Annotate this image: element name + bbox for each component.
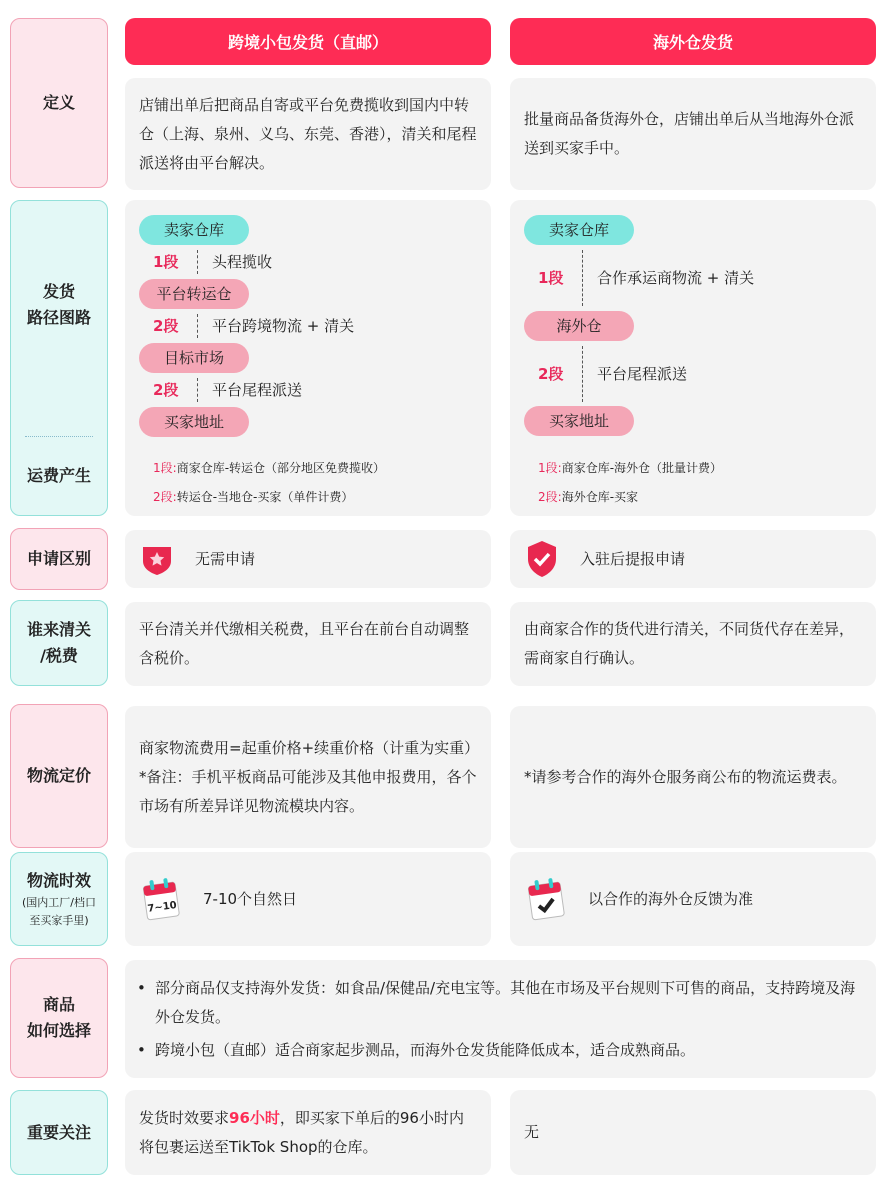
segment-number: 2段 (538, 364, 564, 383)
route-col1 (125, 200, 491, 516)
route-node: 目标市场 (139, 343, 249, 373)
calendar-icon (139, 876, 183, 922)
route-node: 卖家仓库 (524, 215, 634, 245)
segment-text: 头程揽收 (212, 252, 273, 271)
cell-text: 7-10个自然日 (203, 889, 298, 908)
cell-text: 无需申请 (195, 549, 256, 568)
row-label-choose (10, 958, 108, 1078)
cell-text: 批量商品备货海外仓，店铺出单后从当地海外仓派送到买家手中。 (524, 110, 855, 157)
segment-text: 平台尾程派送 (597, 364, 688, 383)
label-text: /税费 (40, 646, 78, 665)
pricing-col1 (125, 706, 491, 848)
definition-col2 (510, 78, 876, 190)
customs-col1 (125, 602, 491, 686)
segment-number: 2段: (153, 490, 177, 504)
label-text: 发货 (42, 282, 75, 301)
apply-col2 (510, 530, 876, 588)
route-segment (153, 312, 354, 340)
label-text: 申请区别 (26, 549, 91, 568)
label-text: 物流时效 (26, 871, 91, 890)
row-label-route (10, 200, 108, 516)
row-label-timing (10, 852, 108, 946)
important-col1 (125, 1090, 491, 1175)
label-text: 物流定价 (26, 766, 91, 785)
bullet-item: • 跨境小包（直邮）适合商家起步测品，而海外仓发货能降低成本，适合成熟商品。 (137, 1036, 862, 1065)
row-label-pricing (10, 704, 108, 848)
dashed-line (197, 250, 198, 274)
timing-col1 (125, 852, 491, 946)
segment-number: 2段 (153, 380, 179, 399)
label-text: 商品 (42, 995, 75, 1014)
bullet-text: 跨境小包（直邮）适合商家起步测品，而海外仓发货能降低成本，适合成熟商品。 (155, 1040, 696, 1059)
cell-text: *请参考合作的海外仓服务商公布的物流运费表。 (524, 767, 847, 786)
bullet-text: 部分商品仅支持海外发货：如食品/保健品/充电宝等。其他在市场及平台规则下可售的商品，支持跨境及海外仓发货。 (155, 978, 856, 1026)
important-col2 (510, 1090, 876, 1175)
svg-text:7~10: 7~10 (146, 899, 178, 915)
freight-text: 商家仓库-海外仓（批量计费） (561, 461, 723, 475)
cell-text: 无 (524, 1123, 540, 1141)
freight-line (538, 454, 722, 483)
calendar-check-icon (524, 876, 568, 922)
segment-number: 1段 (538, 268, 564, 287)
route-col2 (510, 200, 876, 516)
segment-number: 1段 (153, 252, 179, 271)
route-segment (538, 250, 754, 306)
route-node: 买家地址 (139, 407, 249, 437)
dashed-line (197, 314, 198, 338)
pricing-col2 (510, 706, 876, 848)
label-text: 重要关注 (26, 1122, 91, 1142)
dashed-line (582, 346, 583, 402)
segment-text: 平台尾程派送 (212, 380, 303, 399)
star-badge-icon (139, 541, 175, 577)
freight-text: 海外仓库-买家 (561, 490, 639, 504)
label-text: 谁来清关 (26, 620, 91, 639)
header-overseas-warehouse (510, 18, 876, 65)
dashed-line (197, 378, 198, 402)
route-segment (153, 376, 302, 404)
cell-text: 由商家合作的货代进行清关，不同货代存在差异，需商家自行确认。 (524, 620, 855, 667)
cell-text: 商家物流费用=起重价格+续重价格（计重为实重） (139, 738, 480, 757)
freight-line (153, 483, 353, 512)
dashed-line (582, 250, 583, 306)
route-segment (538, 346, 687, 402)
route-segment (153, 248, 272, 276)
freight-text: 转运仓-当地仓-买家（单件计费） (176, 490, 354, 504)
row-label-important (10, 1090, 108, 1175)
shield-check-icon (524, 539, 560, 579)
freight-text: 商家仓库-转运仓（部分地区免费揽收） (176, 461, 386, 475)
row-label-customs (10, 600, 108, 686)
segment-text: 合作承运商物流 + 清关 (597, 268, 755, 287)
header-text: 海外仓发货 (652, 33, 733, 52)
customs-col2 (510, 602, 876, 686)
label-text: 运费产生 (26, 466, 91, 485)
cell-text: 平台清关并代缴相关税费，且平台在前台自动调整含税价。 (139, 620, 470, 667)
cell-text: 入驻后提报申请 (580, 549, 686, 568)
highlight-text: 96小时 (229, 1109, 280, 1127)
freight-line (153, 454, 385, 483)
header-text: 跨境小包发货（直邮） (227, 33, 388, 52)
row-label-definition (10, 18, 108, 188)
divider (25, 436, 93, 437)
choose-cell (125, 960, 876, 1078)
cell-note: *备注：手机平板商品可能涉及其他申报费用，各个市场有所差异详见物流模块内容。 (139, 767, 477, 815)
label-subtext: 至买家手里) (29, 914, 89, 927)
label-text: 定义 (42, 93, 75, 112)
segment-number: 2段: (538, 490, 562, 504)
row-label-apply (10, 528, 108, 590)
apply-col1 (125, 530, 491, 588)
label-text: 如何选择 (26, 1021, 91, 1040)
cell-text: 以合作的海外仓反馈为准 (588, 889, 754, 908)
timing-col2 (510, 852, 876, 946)
label-subtext: (国内工厂/档口 (22, 896, 96, 909)
bullet-item: • 部分商品仅支持海外发货：如食品/保健品/充电宝等。其他在市场及平台规则下可售的商品，支持跨境及海外仓发货。 (137, 974, 862, 1032)
freight-line (538, 483, 638, 512)
route-node: 平台转运仓 (139, 279, 249, 309)
cell-text: 发货时效要求 (139, 1109, 230, 1127)
cell-text: 店铺出单后把商品自寄或平台免费揽收到国内中转仓（上海、泉州、义乌、东莞、香港），清关和尾程派送将由平台解决。 (139, 95, 477, 172)
segment-number: 1段: (153, 461, 177, 475)
route-node: 买家地址 (524, 406, 634, 436)
definition-col1 (125, 78, 491, 190)
label-text: 路径图路 (26, 308, 91, 327)
segment-number: 1段: (538, 461, 562, 475)
segment-number: 2段 (153, 316, 179, 335)
segment-text: 平台跨境物流 + 清关 (212, 316, 355, 335)
route-node: 卖家仓库 (139, 215, 249, 245)
route-node: 海外仓 (524, 311, 634, 341)
cell-text: ，即买家下单后的96小时内将包裹运送至TikTok Shop的仓库。 (139, 1109, 464, 1156)
header-direct-shipping (125, 18, 491, 65)
